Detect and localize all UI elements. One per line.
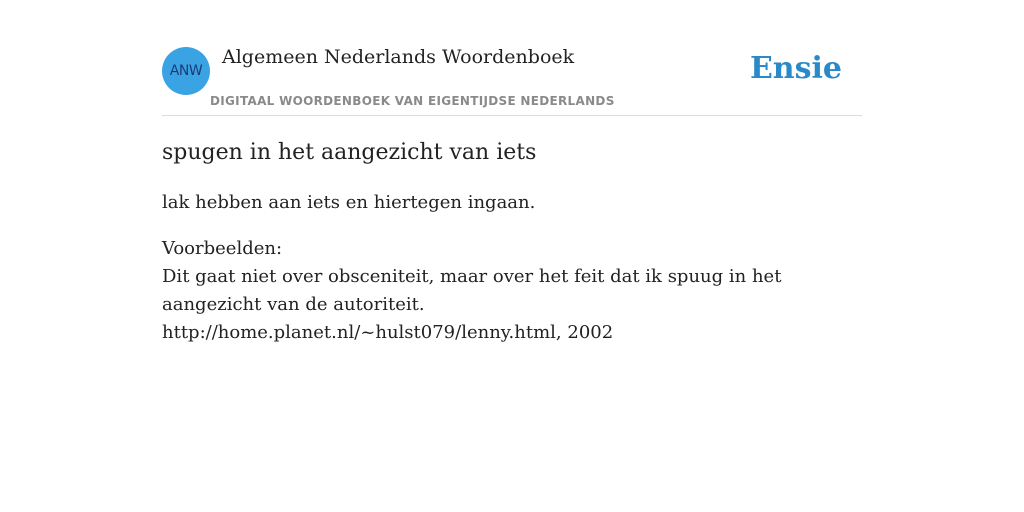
site-subtitle: DIGITAAL WOORDENBOEK VAN EIGENTIJDSE NEDERLANDS — [210, 94, 615, 108]
example-text: Dit gaat niet over obsceniteit, maar over het feit dat ik spuug in het aangezicht van de autoriteit. — [162, 266, 782, 315]
examples-section — [162, 235, 862, 347]
entry-term: spugen in het aangezicht van iets — [162, 140, 537, 165]
examples-label: Voorbeelden: — [162, 238, 283, 259]
site-title: Algemeen Nederlands Woordenboek — [222, 46, 575, 68]
header — [162, 0, 862, 116]
example-source: http://home.planet.nl/~hulst079/lenny.html, 2002 — [162, 322, 614, 343]
logo-text: ANW — [169, 63, 203, 79]
ensie-brand-link[interactable]: Ensie — [749, 51, 842, 86]
page — [162, 0, 862, 512]
anw-logo[interactable] — [162, 47, 210, 95]
entry-definition: lak hebben aan iets en hiertegen ingaan. — [162, 192, 536, 213]
